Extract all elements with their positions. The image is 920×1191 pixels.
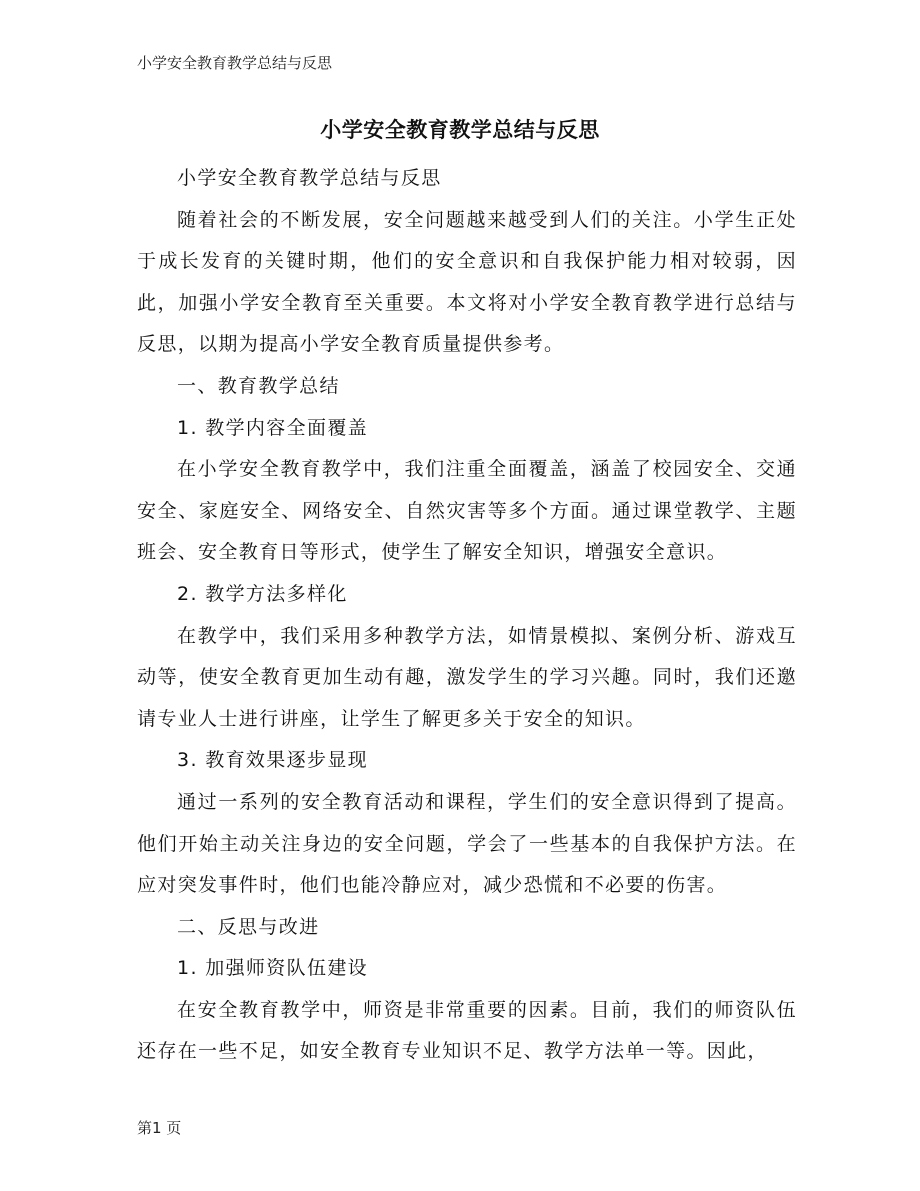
body-paragraph: 在教学中，我们采用多种教学方法，如情景模拟、案例分析、游戏互动等，使安全教育更加生动有趣，激发学生的学习兴趣。同时，我们还邀请专业人士进行讲座，让学生了解更多关于安全的知识。 bbox=[137, 624, 797, 730]
subsection-heading: 1. 教学内容全面覆盖 bbox=[177, 416, 369, 439]
page-number: 第1 页 bbox=[137, 1119, 182, 1137]
section-heading: 一、教育教学总结 bbox=[177, 374, 340, 397]
body-paragraph: 通过一系列的安全教育活动和课程，学生们的安全意识得到了提高。他们开始主动关注身边的安全问题，学会了一些基本的自我保护方法。在应对突发事件时，他们也能冷静应对，减少恐慌和不必要的伤害。 bbox=[137, 790, 797, 897]
body-paragraph: 在小学安全教育教学中，我们注重全面覆盖，涵盖了校园安全、交通安全、家庭安全、网络安全、自然灾害等多个方面。通过课堂教学、主题班会、安全教育日等形式，使学生了解安全知识，增强安全意识。 bbox=[137, 458, 797, 564]
subtitle-paragraph: 小学安全教育教学总结与反思 bbox=[177, 167, 442, 189]
document-title: 小学安全教育教学总结与反思 bbox=[320, 118, 600, 142]
subsection-heading: 1. 加强师资队伍建设 bbox=[177, 957, 369, 980]
document-body bbox=[137, 158, 797, 1073]
intro-paragraph: 随着社会的不断发展，安全问题越来越受到人们的关注。小学生正处于成长发育的关键时期，他们的安全意识和自我保护能力相对较弱，因此，加强小学安全教育至关重要。本文将对小学安全教育教学进行总结与反思，以期为提高小学安全教育质量提供参考。 bbox=[137, 208, 797, 356]
running-header: 小学安全教育教学总结与反思 bbox=[137, 54, 333, 72]
body-paragraph: 在安全教育教学中，师资是非常重要的因素。目前，我们的师资队伍还存在一些不足，如安全教育专业知识不足、教学方法单一等。因此， bbox=[137, 998, 797, 1063]
section-heading: 二、反思与改进 bbox=[177, 915, 320, 938]
subsection-heading: 2. 教学方法多样化 bbox=[177, 582, 348, 605]
subsection-heading: 3. 教育效果逐步显现 bbox=[177, 749, 369, 772]
